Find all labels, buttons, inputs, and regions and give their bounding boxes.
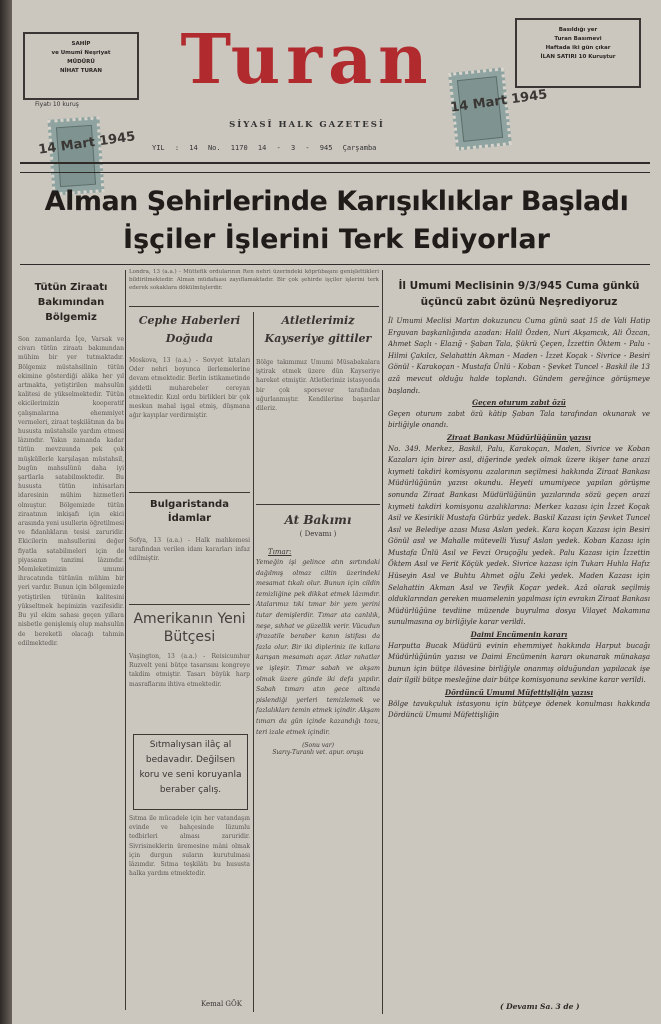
article-at-bakimi-footer: (Sonu var) [302,742,334,750]
section-divider [129,306,379,307]
column-divider [382,270,383,1014]
article-at-bakimi [256,510,380,1010]
article-atletler-body: Bölge takımımız Umumi Müsabakalara iştirak etmek üzere dün Kayseriye hareket etmiştir. Atletlerimiz istasyonda bir çok sporsever tarafından uğurlanmıştır. Kendilerine başarılar dileriz. [256,359,380,413]
issue-number: No. 1170 [207,144,248,152]
dateline [152,144,502,152]
article-meclis-sub1: Geçen oturum zabıt özü [472,398,566,408]
newspaper-page [12,0,661,1024]
printer-box-line: İLAN SATIRI 10 Kuruştur [540,54,616,60]
binding-spine [0,0,12,1024]
article-cephe-body: Moskova, 13 (a.a.) - Sovyet kıtaları Oder nehri boyunca ilerlemelerine devam etmektedir. Berlin istikametinde şiddetli muharebeler cereyan etmektedir. Kızıl ordu birlikleri bir çok meskun mahal işgal etmiş, düşmana ağır kayıplar verdirmiştir. [129,357,250,420]
article-cephe-title: Cephe Haberleri Doğuda [138,314,241,345]
article-bottom-left-signature: Kemal GÖK [200,1000,242,1008]
article-teaser [129,268,379,302]
column-divider [253,312,254,1012]
owner-box-line: SAHİP [71,41,91,47]
masthead-rule [20,162,650,164]
column-divider [125,270,126,1010]
article-meclis-p1: Geçen oturum zabıt özü kâtip Şaban Tala tarafından okunarak ve birliğiyle onandı. [388,409,650,430]
ad-sitma-text: Sıtmalıysan ilâç al bedavadır. Değilsen koru ve seni koruyanla beraber çalış. [139,740,242,795]
main-headline-2: İşçiler İşlerini Terk Ediyorlar [123,224,550,255]
article-tutun-body: Son zamanlarda İçe, Varsak ve civarı tütün ziraatı bakımından mühim bir yer tutmaktadır. Bölgemiz müstahsilinin tütün ekimine gösterdiği alâka her yıl artmakta, yetiştirilen mahsulün kalitesi de yükselmektedir. Tütün ekicilerimizin kooperatif çalışmalarına ehemmiyet vermeleri, ziraat teşkilâtının da bu hususta müstahsile yardım etmesi lâzımdır. Yakın zamanda kadar tütün mevzuunda pek çok müşküllerle karşılaşan müstahsil, bugün mahsulünü daha iyi şartlarla satabilmektedir. Bu hususta tütün inhisarları idaresinin mühim hizmetleri olmuştur. Bölgemizde tütün ziraatının inkişafı için ekici arasında yeni usullerin öğretilmesi ve fidanlıkların tesisi zaruridir. Ekicilerin mahsullerini değer fiyatla satabilmeleri için de piyasanın tanzimi lâzımdır. Memleketimizin umumi ihracatında tütünün mühim bir yeri vardır. Bunun için bölgemizde yetiştirilen tütünün kalitesini yükseltmek hepimizin vazifesidir. Bu yıl ekim sahası geçen yıllara nisbetle genişlemiş olup mahsulün de bereketli olacağı tahmin edilmektedir. [18,336,124,647]
article-meclis-sub4: Dördüncü Umumi Müfettişliğin yazısı [445,688,593,697]
masthead-subtitle: SİYASÎ HALK GAZETESİ [229,120,385,130]
article-meclis-p4: Bölge tavukçuluk istasyonu için bütçeye ödenek konulması hakkında Dördüncü Umumi Müfettişliğin [388,699,650,720]
article-atletler-title: Atletlerimiz Kayseriye gittiler [264,314,372,345]
postmark-left: 14 Mart 1945 [37,129,137,158]
article-at-bakimi-cont: ( Devamı ) [299,530,337,538]
article-bottom-left [129,814,250,1014]
section-divider [129,492,250,493]
printer-box-line: Turan Basımevi [554,36,602,42]
article-amerika-title: Amerikanın Yeni Bütçesi [133,611,246,645]
article-amerika-body: Vaşington, 13 (a.a.) - Reisicumhur Ruzvelt yeni bütçe tasarısını kongreye takdim etmiştir. Tasarı büyük harp masraflarını ihtiva etmektedir. [129,653,250,688]
owner-box-line: ve Umumî Neşriyat [51,50,111,56]
masthead-rule-thin [20,172,650,173]
article-bulgaristan [129,498,250,602]
section-divider [256,504,380,505]
main-headline-1: Alman Şehirlerinde Karışıklıklar Başladı [44,186,629,217]
section-divider [129,604,250,605]
issue-date: 14 - 3 - 945 Çarşamba [257,144,377,152]
article-bottom-left-body: Sıtma ile mücadele için her vatandaşın evinde ve bahçesinde lüzumlu tedbirleri alması zaruridir. Sivrisineklerin üremesine mâni olmak için durgun suların kurutulması lâzımdır. Sıtma teşkilâtı bu hususta halka yardım etmektedir. [129,815,250,878]
price-label: Fiyatı 10 kuruş [35,101,79,108]
article-bulgaristan-body: Sofya, 13 (a.a.) - Halk mahkemesi tarafından verilen idam kararları infaz edilmiştir. [129,537,250,563]
article-meclis-cont: ( Devamı Sa. 3 de ) [496,1002,584,1011]
owner-box-line: NİHAT TURAN [59,68,103,74]
article-atletler [256,312,380,492]
printer-box-line: Haftada iki gün çıkar [545,45,611,51]
article-meclis-intro: İl Umumi Meclisi Martın dokuzuncu Cuma günü saat 15 de Vali Hatip Erguvan başkanlığında azadan: Halil Özden, Nuri Akşamcık, Ali Özcan, Ahmet Saçlı - Elazığ - Şaban Tala, Şükrü Çeçen, İzzettin Öktem - Palu - Hilmi Çakılcı, Selahattin Akman - Maden - İzzet Koçak - Sivrice - Besiri Gönül - Karakoçan - Mustafa Ünlü - Koban - Şevket Tuncel - Baskil ile 13 azâ mevcut olduğu halde toplandı. Gündem gereğince görüşmeye başlandı. [388,317,650,395]
article-meclis-sub2: Ziraat Bankası Müdürlüğünün yazısı [447,432,591,442]
owner-box-line: MÜDÜRÜ [67,59,95,65]
article-meclis [388,278,650,1018]
owner-box [23,32,139,100]
article-meclis-p2: No. 349. Merkez, Baskil, Palu, Karakoçan, Maden, Sivrice ve Koban Kazaları için birer asıl, diğerinde yedek olmak üzere ikişer tane arazi kıymeti takdiri komisyonu azalarının seçilmesi hakkında Ziraat Bankası Müdürlüğünün yazısı okundu. Heyeti umumiyece yapılan görüşme sonunda Ziraat Bankası Müdürlüğünün yazılarında sözü geçen arazi kıymeti takdiri komisyonu azalıklarına: Merkez kazası için İzzet Koçak Asil ve Kesirikli Mustafa Gürbüz yedek. Baskil Kazası için Şevket Tuncel Asıl ve Belediye azası Musa Aslan yedek. Kara koçan Kazası için Besiri Gönül asıl ve Mahalle mütevelli Yusuf Aslan yedek. Koban Kazası için Mustafa Ünlü Asıl ve Fevzi Oruçoğlu yedek. Palu Kazası için İzzettin Öktem Asıl ve Ferit Köçük yedek. Sivrice kazası için Tukarı Huhla Hafız Hüseyin Asıl ve Buhtu Ahmet oğlu Zeki yedek. Maden Kazası için Selahattin Akman Asıl ve Tevfik Koçar yedek. Azâ olarak seçilmiş olduklarından gereken muamelenin yapılması için evrakın Ziraat Bankası Müdürlüğüne tevdiine müzende buyrulma dosya Vilayet Makamına sunulmasına oy birliğiyle karar verildi. [388,444,650,627]
printer-box [515,18,641,88]
masthead-title: Turan [180,20,434,100]
article-teaser-body: Londra, 13 (a.a.) - Müttefik ordularının Ren nehri üzerindeki köprübaşını genişlettikleri bildirilmektedir. Alman müdafaası zayıflamaktadır. Bir çok şehirde işçiler işlerini terk ederek sokaklara dökülmüşlerdir. [129,269,379,291]
year-label: YIL : 14 [152,144,198,152]
postmark-right: 14 Mart 1945 [449,87,549,116]
article-tutun-title: Tütün Ziraatı Bakımından Bölgemiz [34,282,108,323]
article-meclis-title: İl Umumi Meclisinin 9/3/945 Cuma günkü üçüncü zabıt özünü Neşrediyoruz [398,280,640,308]
article-at-bakimi-title: At Bakımı [284,513,352,527]
article-at-bakimi-body: Yemeğin işi gelince atın sırtındaki dağılmış olmaz ciltin üzerindeki mesamat tıkalı olur. Bunun için cildin temizliğine pek dikkat etmek lâzımdır. Atalarımız tıki tımar bir yem yerini tutar demişlerdir. Tımar ata canlılık, neşe, sıhhat ve güzellik verir. Vücudun ifrazatile beraber kanın istifası da fazla olur. Bir iki dipleriniz ile kıllara karışan mesamatı açar. Atlar rahatlar ve işleşir. Tımar sabah ve akşam olmak üzere günde iki defa yapılır. Sabah tımarı atın gece altında pislendiği yerleri temizlemek ve fazlalıkları temin etmek içindir. Akşam tımarı da gün içinde kazandığı tozu, teri izale etmek içindir. [256,559,380,736]
article-cephe [129,312,250,492]
article-at-bakimi-author: Sıarıy-Turanlı vet. apur. oruşu [272,749,364,757]
postage-stamp-left [47,116,104,195]
article-bulgaristan-title: Bulgaristanda İdamlar [150,499,229,524]
article-meclis-sub3: Daimi Encümenin kararı [470,630,568,640]
printer-box-line: Basıldığı yer [558,27,598,33]
article-tutun [18,270,124,1010]
headline-rule [20,264,650,265]
article-meclis-p3: Harputta Bucak Müdürü evinin ehemmiyet hakkında Harput bucağı Müdürlüğünün yazısı ve Daimi Encümenin kararı okunarak münakaşa bunun için bütçe ilâvesine birliğiyle onanmış olduğundan yapılacak işe dair ilgili bütçe mesleğine dair bütçe komisyonuna sevkine karar verildi. [388,641,650,685]
article-at-bakimi-subhead: Tımar: [268,548,292,556]
ad-sitma [133,734,248,810]
article-meclis-body [388,316,650,722]
article-amerika [129,610,250,730]
